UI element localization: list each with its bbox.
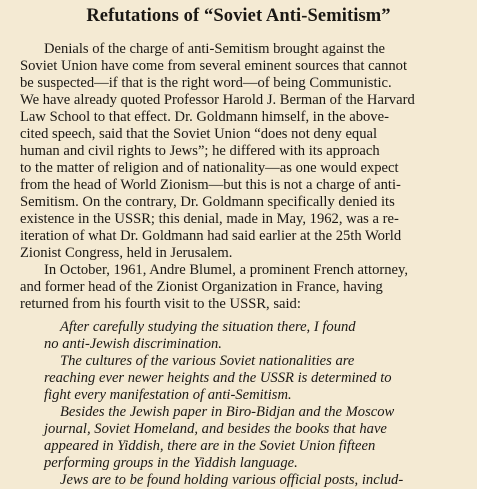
text-line: We have already quoted Professor Harold J. Berman of the Harvard: [20, 92, 415, 108]
text-line: Soviet Union have come from several eminent sources that cannot: [20, 58, 408, 74]
text-line: to the matter of religion and of nationality—as one would expect: [20, 160, 399, 176]
text-line: Denials of the charge of anti-Semitism brought against the: [44, 41, 385, 57]
quote-line: performing groups in the Yiddish language.: [44, 455, 298, 471]
quote-line: Jews are to be found holding various official posts, includ-: [60, 472, 404, 488]
quote-line: After carefully studying the situation there, I found: [60, 319, 356, 335]
quote-line: Besides the Jewish paper in Biro-Bidjan and the Moscow: [60, 404, 395, 420]
text-line: Zionist Congress, held in Jerusalem.: [20, 245, 233, 261]
text-line: and former head of the Zionist Organization in France, having: [20, 279, 383, 295]
text-line: be suspected—if that is the right word—of being Communistic.: [20, 75, 392, 91]
quote-line: The cultures of the various Soviet nationalities are: [60, 353, 355, 369]
text-line: In October, 1961, Andre Blumel, a prominent French attorney,: [44, 262, 409, 278]
text-line: human and civil rights to Jews”; he differed with its approach: [20, 143, 380, 159]
quote-line: appeared in Yiddish, there are in the Soviet Union fifteen: [44, 438, 376, 454]
text-line: returned from his fourth visit to the USSR, said:: [20, 296, 301, 312]
text-line: existence in the USSR; this denial, made in May, 1962, was a re-: [20, 211, 399, 227]
quote-line: reaching ever newer heights and the USSR is determined to: [44, 370, 392, 386]
quote-line: journal, Soviet Homeland, and besides the books that have: [44, 421, 387, 437]
text-line: Law School to that effect. Dr. Goldmann himself, in the above-: [20, 109, 389, 125]
page-title: Refutations of “Soviet Anti-Semitism”: [86, 6, 391, 26]
text-line: Semitism. On the contrary, Dr. Goldmann specifically denied its: [20, 194, 395, 210]
text-line: cited speech, said that the Soviet Union “does not deny equal: [20, 126, 378, 142]
quote-line: no anti-Jewish discrimination.: [44, 336, 222, 352]
quote-line: fight every manifestation of anti-Semitism.: [44, 387, 292, 403]
text-line: from the head of World Zionism—but this is not a charge of anti-: [20, 177, 401, 193]
text-line: iteration of what Dr. Goldmann had said earlier at the 25th World: [20, 228, 402, 244]
